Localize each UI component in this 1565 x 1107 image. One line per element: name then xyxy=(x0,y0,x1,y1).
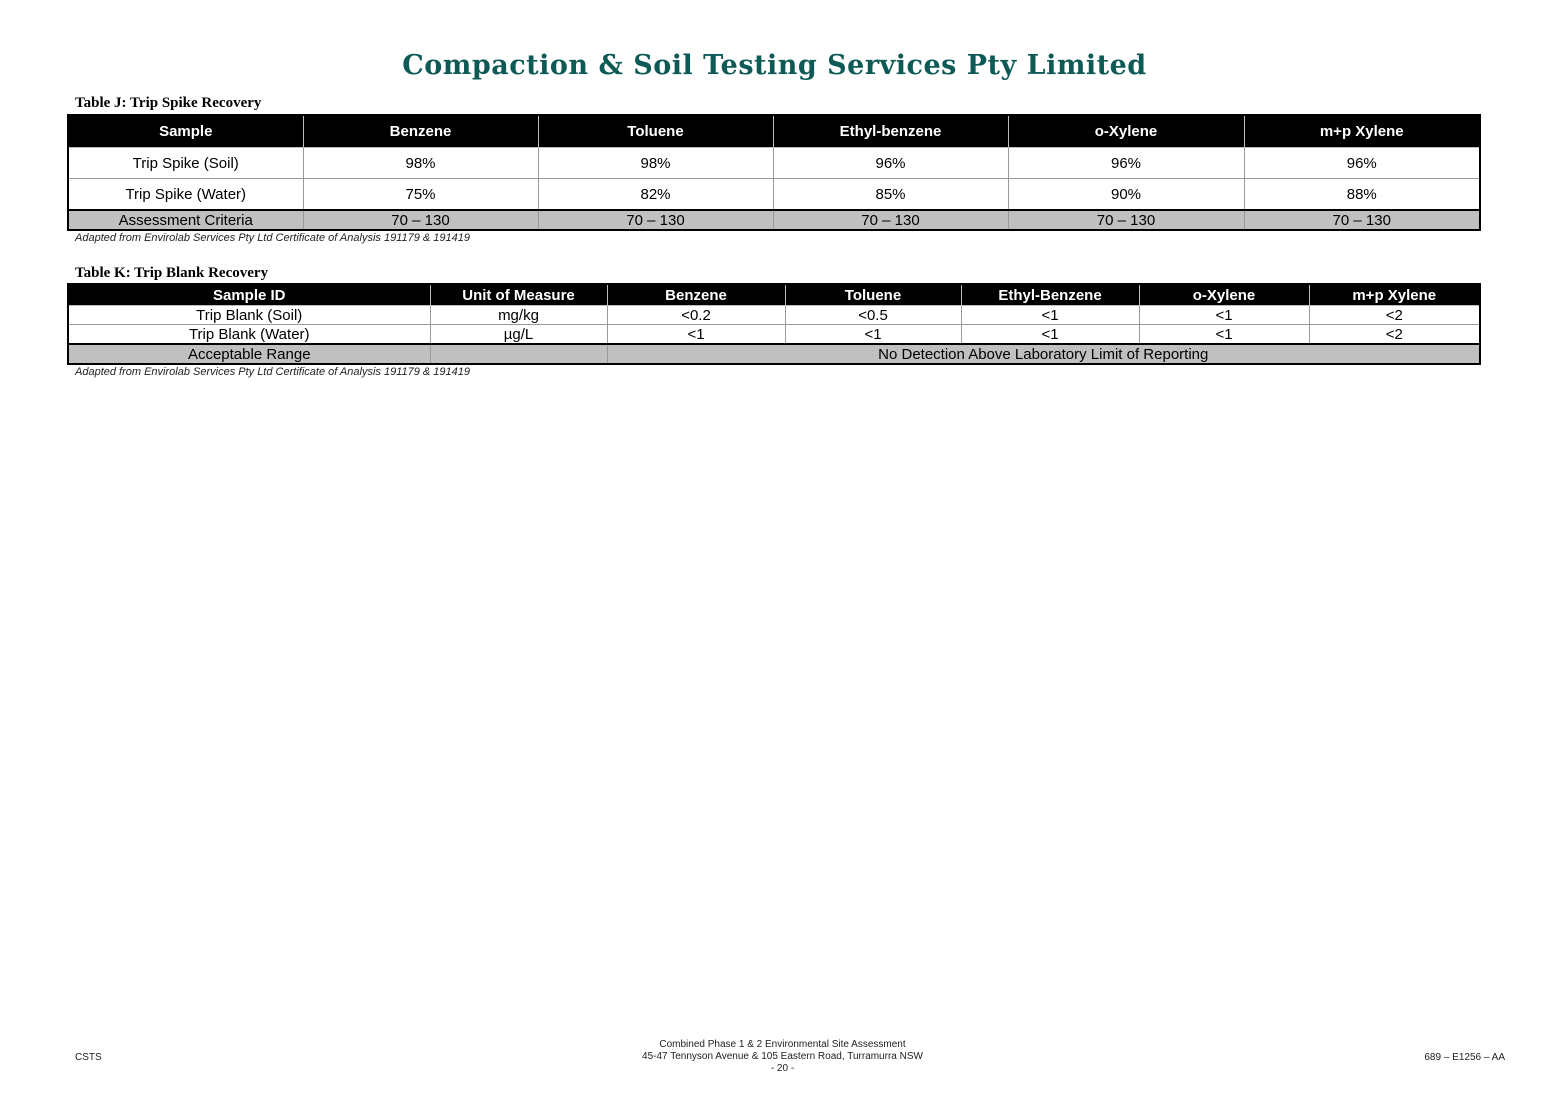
column-header: m+p Xylene xyxy=(1309,284,1480,306)
table-cell: <1 xyxy=(785,325,961,345)
column-header: m+p Xylene xyxy=(1244,115,1480,148)
table-cell: 75% xyxy=(303,179,538,211)
table-k-source-note: Adapted from Envirolab Services Pty Ltd Certificate of Analysis 191179 & 191419 xyxy=(75,366,470,378)
table-cell: <0.5 xyxy=(785,306,961,325)
table-k-caption: Table K: Trip Blank Recovery xyxy=(75,265,269,281)
table-cell: Trip Spike (Soil) xyxy=(68,148,303,179)
table-cell: 70 – 130 xyxy=(1008,210,1244,230)
table-row xyxy=(68,325,1480,345)
acceptable-range-row xyxy=(68,344,1480,364)
table-cell: <1 xyxy=(1139,325,1309,345)
table-cell: <1 xyxy=(607,325,785,345)
table-cell: 88% xyxy=(1244,179,1480,211)
table-cell xyxy=(430,344,607,364)
column-header: Toluene xyxy=(785,284,961,306)
table-cell: 85% xyxy=(773,179,1008,211)
table-header-row xyxy=(68,115,1480,148)
column-header: Ethyl-Benzene xyxy=(961,284,1139,306)
column-header: Sample xyxy=(68,115,303,148)
trip-spike-recovery-table xyxy=(67,114,1481,231)
column-header: Benzene xyxy=(607,284,785,306)
footer-company-code: CSTS xyxy=(75,1052,102,1063)
footer-page-number: - 20 - xyxy=(770,1063,795,1074)
table-cell: 70 – 130 xyxy=(1244,210,1480,230)
table-j-source-note: Adapted from Envirolab Services Pty Ltd Certificate of Analysis 191179 & 191419 xyxy=(75,232,470,244)
table-cell: <2 xyxy=(1309,306,1480,325)
table-cell: 98% xyxy=(538,148,773,179)
column-header: Ethyl-benzene xyxy=(773,115,1008,148)
column-header: Benzene xyxy=(303,115,538,148)
table-cell: 96% xyxy=(1008,148,1244,179)
table-row xyxy=(68,179,1480,211)
table-row xyxy=(68,148,1480,179)
table-header-row xyxy=(68,284,1480,306)
table-cell: 70 – 130 xyxy=(303,210,538,230)
table-cell: Trip Spike (Water) xyxy=(68,179,303,211)
table-cell: Trip Blank (Soil) xyxy=(68,306,430,325)
table-cell: 82% xyxy=(538,179,773,211)
table-cell: No Detection Above Laboratory Limit of Reporting xyxy=(607,344,1480,364)
table-j-caption: Table J: Trip Spike Recovery xyxy=(75,95,262,111)
footer-project-info xyxy=(0,1039,1565,1075)
table-cell: mg/kg xyxy=(430,306,607,325)
company-title: Compaction & Soil Testing Services Pty Limited xyxy=(402,50,1147,81)
table-cell: 70 – 130 xyxy=(538,210,773,230)
table-cell: 70 – 130 xyxy=(773,210,1008,230)
table-cell: 96% xyxy=(773,148,1008,179)
table-cell: <1 xyxy=(1139,306,1309,325)
table-cell: <1 xyxy=(961,325,1139,345)
trip-blank-recovery-table xyxy=(67,283,1481,365)
table-cell: µg/L xyxy=(430,325,607,345)
table-cell: <1 xyxy=(961,306,1139,325)
table-cell: 98% xyxy=(303,148,538,179)
assessment-criteria-row xyxy=(68,210,1480,230)
footer-report-number: 689 – E1256 – AA xyxy=(1424,1052,1505,1063)
footer-site-address: 45-47 Tennyson Avenue & 105 Eastern Road, Turramurra NSW xyxy=(642,1051,923,1062)
table-cell: <0.2 xyxy=(607,306,785,325)
table-cell: 90% xyxy=(1008,179,1244,211)
column-header: o-Xylene xyxy=(1008,115,1244,148)
table-cell: Acceptable Range xyxy=(68,344,430,364)
column-header: Unit of Measure xyxy=(430,284,607,306)
table-row xyxy=(68,306,1480,325)
footer-report-title: Combined Phase 1 & 2 Environmental Site Assessment xyxy=(659,1039,906,1050)
column-header: Sample ID xyxy=(68,284,430,306)
table-cell: Trip Blank (Water) xyxy=(68,325,430,345)
table-cell: 96% xyxy=(1244,148,1480,179)
table-cell: Assessment Criteria xyxy=(68,210,303,230)
table-cell: <2 xyxy=(1309,325,1480,345)
column-header: o-Xylene xyxy=(1139,284,1309,306)
column-header: Toluene xyxy=(538,115,773,148)
